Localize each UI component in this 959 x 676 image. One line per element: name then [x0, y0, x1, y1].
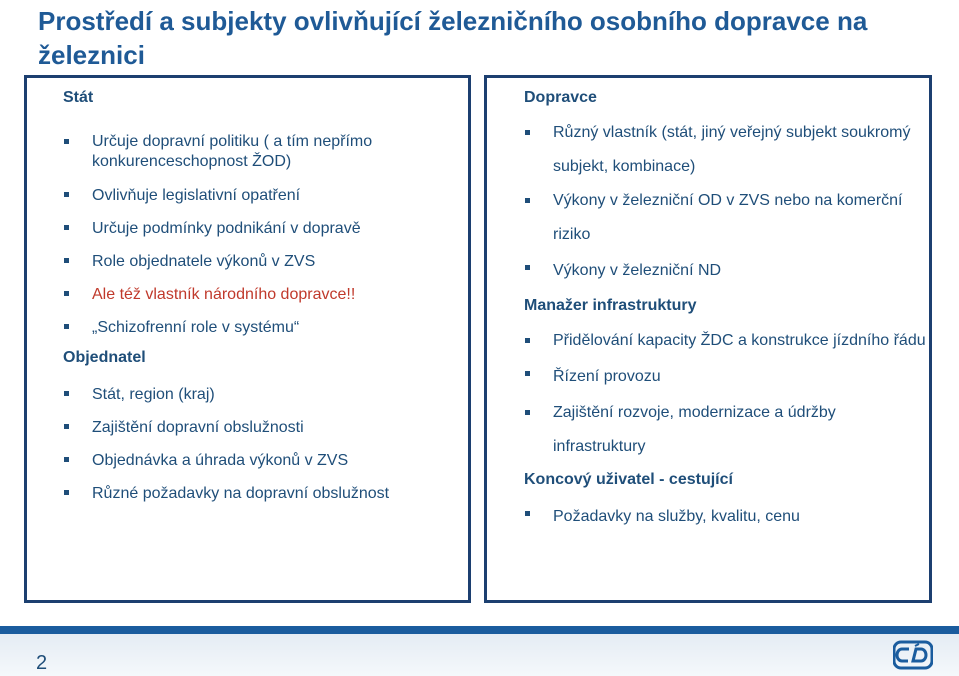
bullet-square-icon — [525, 130, 530, 135]
objednatel-list — [63, 378, 468, 510]
section-heading-dopravce: Dopravce — [524, 89, 597, 106]
footer-bar — [0, 626, 959, 634]
section-heading-manazer: Manažer infrastruktury — [524, 297, 697, 314]
section-heading-uzivatel: Koncový uživatel - cestující — [524, 471, 733, 488]
page-title: Prostředí a subjekty ovlivňující železničního osobního dopravce na železnici — [38, 6, 868, 70]
list-item: Stát, region (kraj) — [63, 378, 468, 411]
list-item-highlight: Ale též vlastník národního dopravce!! — [63, 278, 468, 311]
bullet-square-icon — [64, 457, 69, 462]
bullet-square-icon — [64, 291, 69, 296]
list-item: Různý vlastník (stát, jiný veřejný subjekt soukromý subjekt, kombinace) — [524, 116, 929, 184]
list-item: Řízení provozu — [524, 358, 929, 396]
page-number: 2 — [36, 652, 48, 674]
list-item: Určuje dopravní politiku ( a tím nepřímo konkurenceschopnost ŽOD) — [63, 126, 468, 179]
list-item: Určuje podmínky podnikání v dopravě — [63, 212, 468, 245]
list-item: Objednávka a úhrada výkonů v ZVS — [63, 444, 468, 477]
stat-list — [63, 126, 468, 344]
bullet-square-icon — [64, 139, 69, 144]
footer-band — [0, 634, 959, 676]
manazer-list — [524, 324, 929, 464]
cd-logo-icon — [893, 640, 933, 670]
bullet-square-icon — [64, 225, 69, 230]
left-panel — [24, 75, 471, 603]
bullet-square-icon — [525, 410, 530, 415]
list-item: Role objednatele výkonů v ZVS — [63, 245, 468, 278]
section-heading-stat: Stát — [63, 89, 94, 106]
list-item: Zajištění rozvoje, modernizace a údržby infrastruktury — [524, 396, 929, 464]
bullet-square-icon — [525, 265, 530, 270]
right-panel — [484, 75, 932, 603]
bullet-square-icon — [525, 198, 530, 203]
list-item: Ovlivňuje legislativní opatření — [63, 179, 468, 212]
bullet-square-icon — [64, 258, 69, 263]
bullet-square-icon — [64, 424, 69, 429]
list-item: Různé požadavky na dopravní obslužnost — [63, 477, 468, 510]
bullet-square-icon — [525, 338, 530, 343]
bullet-square-icon — [64, 324, 69, 329]
list-item: Zajištění dopravní obslužnosti — [63, 411, 468, 444]
list-item: „Schizofrenní role v systému“ — [63, 311, 468, 344]
bullet-square-icon — [64, 192, 69, 197]
bullet-square-icon — [525, 511, 530, 516]
dopravce-list — [524, 116, 929, 290]
bullet-square-icon — [525, 371, 530, 376]
list-item: Přidělování kapacity ŽDC a konstrukce jízdního řádu — [524, 324, 929, 358]
bullet-square-icon — [64, 490, 69, 495]
list-item: Požadavky na služby, kvalitu, cenu — [524, 498, 929, 536]
bullet-square-icon — [64, 391, 69, 396]
section-heading-objednatel: Objednatel — [63, 349, 146, 366]
list-item: Výkony v železniční ND — [524, 252, 929, 290]
uzivatel-list — [524, 498, 929, 536]
list-item: Výkony v železniční OD v ZVS nebo na komerční riziko — [524, 184, 929, 252]
